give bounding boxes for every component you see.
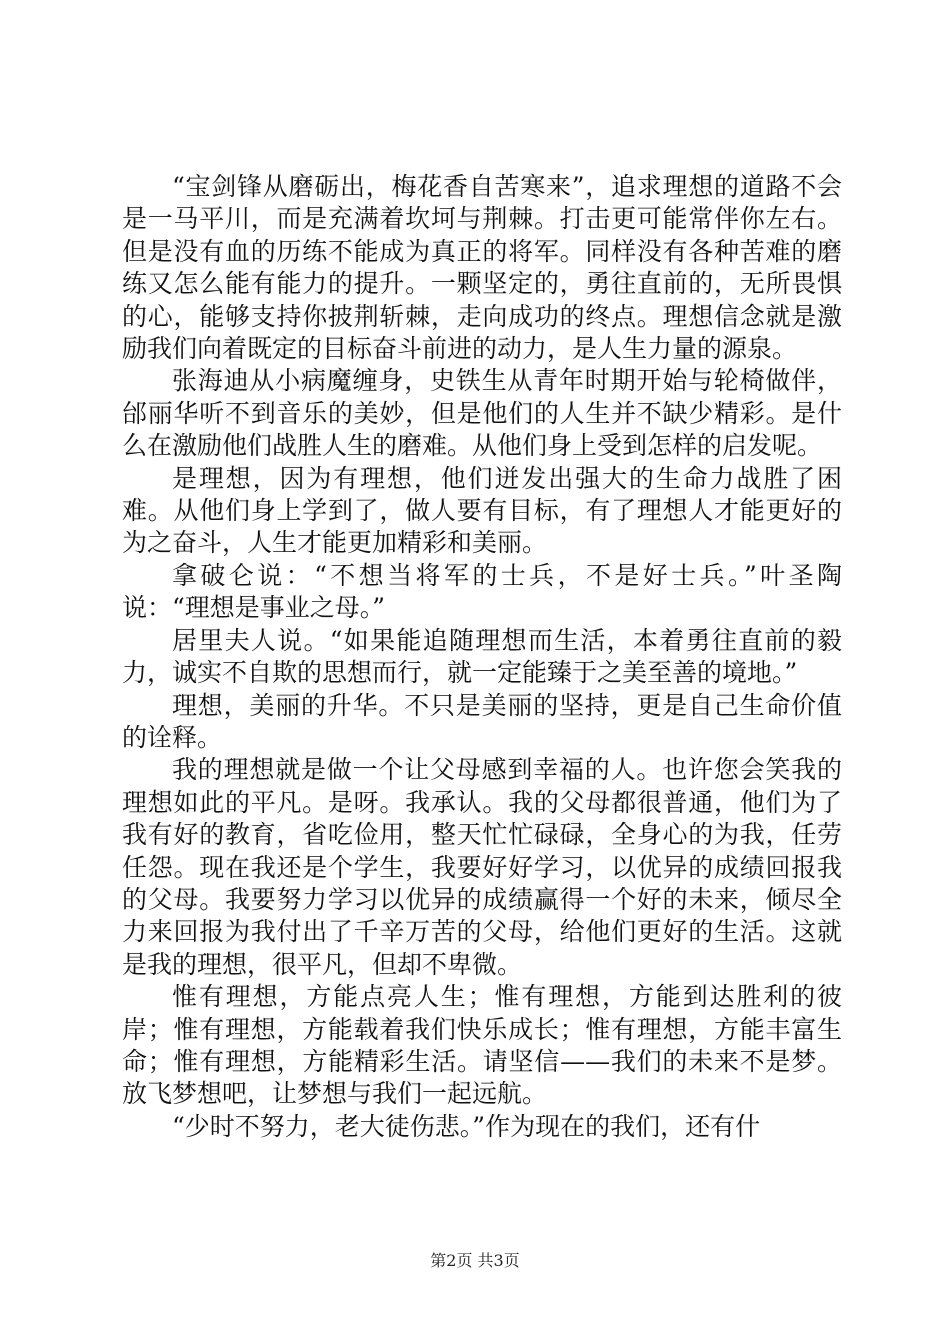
paragraph-4: 拿破仑说：“不想当将军的士兵，不是好士兵。”叶圣陶说：“理想是事业之母。”	[122, 560, 842, 623]
paragraph-1: “宝剑锋从磨砺出，梅花香自苦寒来”，追求理想的道路不会是一马平川，而是充满着坎坷与荆棘。打击更可能常伴你左右。但是没有血的历练不能成为真正的将军。同样没有各种苦难的磨练又怎么能有能力的提升。一颗坚定的，勇往直前的，无所畏惧的心，能够支持你披荆斩棘，走向成功的终点。理想信念就是激励我们向着既定的目标奋斗前进的动力，是人生力量的源泉。	[122, 172, 842, 364]
document-body	[122, 171, 842, 1143]
paragraph-7: 我的理想就是做一个让父母感到幸福的人。也许您会笑我的理想如此的平凡。是呀。我承认。我的父母都很普通，他们为了我有好的教育，省吃俭用，整天忙忙碌碌，全身心的为我，任劳任怨。现在我还是个学生，我要好好学习，以优异的成绩回报我的父母。我要努力学习以优异的成绩赢得一个好的未来，倾尽全力来回报为我付出了千辛万苦的父母，给他们更好的生活。这就是我的理想，很平凡，但却不卑微。	[122, 755, 842, 979]
paragraph-5: 居里夫人说。“如果能追随理想而生活，本着勇往直前的毅力，诚实不自欺的思想而行，就一定能臻于之美至善的境地。”	[122, 625, 842, 688]
paragraph-6: 理想，美丽的升华。不只是美丽的坚持，更是自己生命价值的诠释。	[122, 690, 842, 752]
paragraph-3: 是理想，因为有理想，他们迸发出强大的生命力战胜了困难。从他们身上学到了，做人要有目标，有了理想人才能更好的为之奋斗，人生才能更加精彩和美丽。	[122, 463, 842, 558]
page-number-footer: 第2页 共3页	[430, 1251, 520, 1270]
paragraph-9: “少时不努力，老大徒伤悲。”作为现在的我们，还有什	[172, 1111, 761, 1141]
paragraph-2: 张海迪从小病魔缠身，史铁生从青年时期开始与轮椅做伴，邰丽华听不到音乐的美妙，但是他们的人生并不缺少精彩。是什么在激励他们战胜人生的磨难。从他们身上受到怎样的启发呢。	[122, 366, 842, 461]
paragraph-8: 惟有理想，方能点亮人生；惟有理想，方能到达胜利的彼岸；惟有理想，方能载着我们快乐成长；惟有理想，方能丰富生命；惟有理想，方能精彩生活。请坚信——我们的未来不是梦。放飞梦想吧，让梦想与我们一起远航。	[122, 982, 842, 1109]
